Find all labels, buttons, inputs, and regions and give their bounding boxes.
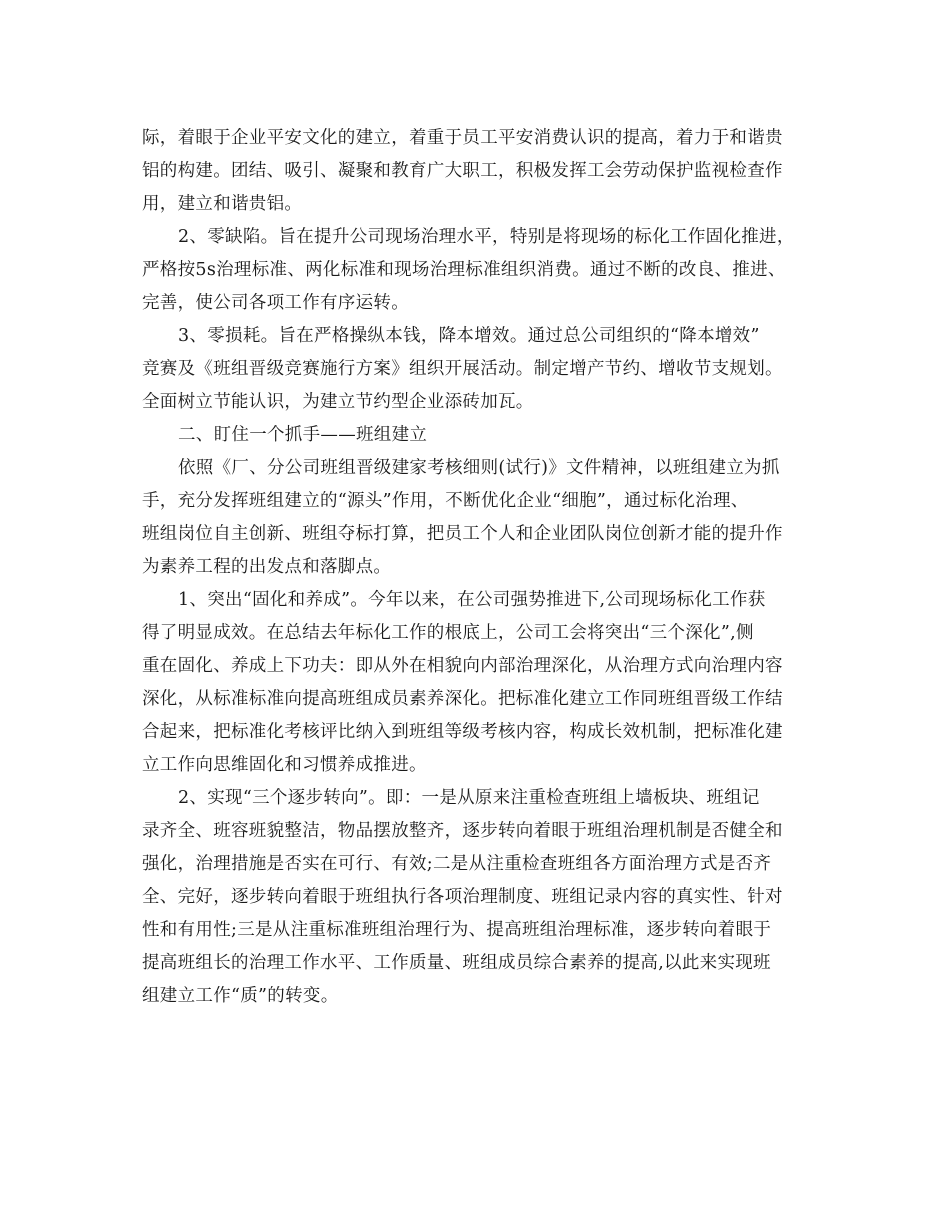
text-line: 铝的构建。团结、吸引、凝聚和教育广大职工，积极发挥工会劳动保护监视检查作 xyxy=(142,161,783,181)
text-line: 得了明显成效。在总结去年标化工作的根底上，公司工会将突出“三个深化”,侧 xyxy=(142,623,754,643)
text-line: 合起来，把标准化考核评比纳入到班组等级考核内容，构成长效机制，把标准化建 xyxy=(142,722,783,742)
text-line: 班组岗位自主创新、班组夺标打算，把员工个人和企业团队岗位创新才能的提升作 xyxy=(142,524,783,544)
text-line: 3、零损耗。旨在严格操纵本钱，降本增效。通过总公司组织的“降本增效” xyxy=(178,326,760,346)
text-line: 严格按5s治理标准、两化标准和现场治理标准组织消费。通过不断的改良、推进、 xyxy=(142,260,786,280)
text-line: 重在固化、养成上下功夫：即从外在相貌向内部治理深化，从治理方式向治理内容 xyxy=(142,656,783,676)
text-line: 用，建立和谐贵铝。 xyxy=(142,194,303,214)
text-line: 2、零缺陷。旨在提升公司现场治理水平，特别是将现场的标化工作固化推进， xyxy=(178,227,795,247)
text-line: 际，着眼于企业平安文化的建立，着重于员工平安消费认识的提高，着力于和谐贵 xyxy=(142,128,783,148)
text-line: 手，充分发挥班组建立的“源头”作用，不断优化企业“细胞”，通过标化治理、 xyxy=(142,491,749,511)
text-line: 强化，治理措施是否实在可行、有效;二是从注重检查班组各方面治理方式是否齐 xyxy=(142,854,772,874)
text-line: 全面树立节能认识，为建立节约型企业添砖加瓦。 xyxy=(142,392,534,412)
text-line: 竞赛及《班组晋级竞赛施行方案》组织开展活动。制定增产节约、增收节支规划。 xyxy=(142,359,783,379)
document-body xyxy=(142,122,822,1013)
text-line: 立工作向思维固化和习惯养成推进。 xyxy=(142,755,427,775)
text-line: 深化，从标准标准向提高班组成员素养深化。把标准化建立工作同班组晋级工作结 xyxy=(142,689,783,709)
text-line: 为素养工程的出发点和落脚点。 xyxy=(142,557,392,577)
text-line: 全、完好，逐步转向着眼于班组执行各项治理制度、班组记录内容的真实性、针对 xyxy=(142,887,783,907)
text-line: 1、突出“固化和养成”。今年以来，在公司强势推进下,公司现场标化工作获 xyxy=(178,590,766,610)
text-line: 依照《厂、分公司班组晋级建家考核细则(试行)》文件精神，以班组建立为抓 xyxy=(178,458,780,478)
text-line: 2、实现“三个逐步转向”。即：一是从原来注重检查班组上墙板块、班组记 xyxy=(178,788,760,808)
text-line: 组建立工作“质”的转变。 xyxy=(142,986,339,1006)
text-line: 二、盯住一个抓手——班组建立 xyxy=(178,425,428,445)
text-line: 录齐全、班容班貌整洁，物品摆放整齐，逐步转向着眼于班组治理机制是否健全和 xyxy=(142,821,783,841)
text-line: 性和有用性;三是从注重标准班组治理行为、提高班组治理标准，逐步转向着眼于 xyxy=(142,920,772,940)
text-line: 完善，使公司各项工作有序运转。 xyxy=(142,293,409,313)
text-line: 提高班组长的治理工作水平、工作质量、班组成员综合素养的提高,以此来实现班 xyxy=(142,953,771,973)
